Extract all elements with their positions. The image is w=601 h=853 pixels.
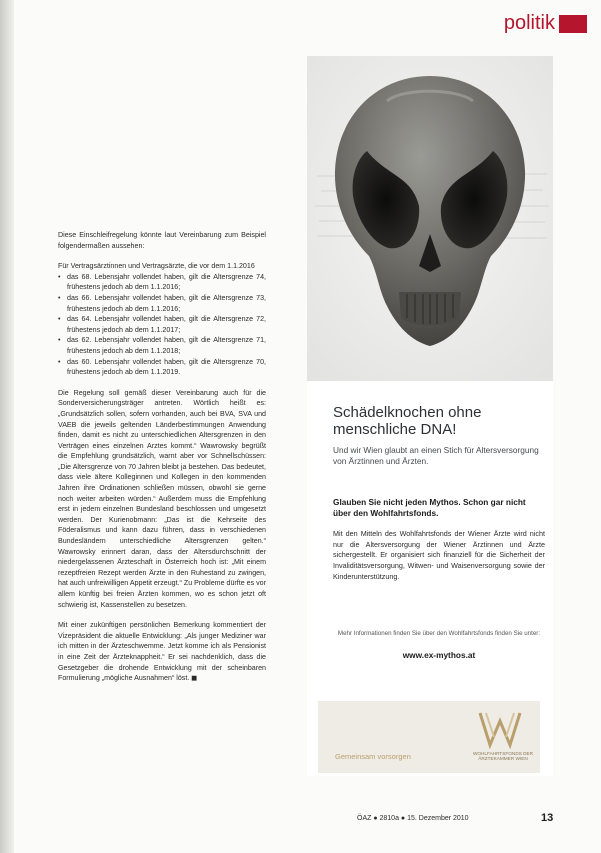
- article-paragraph: Diese Einschleifregelung könnte laut Vereinbarung zum Beispiel folgendermaßen aussehen:: [58, 231, 266, 250]
- logo-name: WOHLFAHRTSFONDS DER ÄRZTEKAMMER WIEN: [472, 751, 534, 762]
- journal-footer: ÖAZ ● 2810a ● 15. Dezember 2010: [357, 815, 469, 822]
- ad-headline: Schädelknochen ohne menschliche DNA!: [333, 404, 482, 438]
- skull-photo: [307, 56, 553, 381]
- list-item: • das 62. Lebensjahr vollendet haben, gilt die Altersgrenze 71, frühestens jedoch ab dem 1.1.2018;: [58, 335, 266, 356]
- section-title: politik: [503, 12, 555, 34]
- page-header: [0, 0, 601, 48]
- article-column: [58, 230, 266, 694]
- ad-url-link[interactable]: www.ex-mythos.at: [402, 650, 476, 660]
- section-color-block: [559, 15, 587, 33]
- list-item: • das 60. Lebensjahr vollendet haben, gilt die Altersgrenze 70, frühestens jedoch ab dem 1.1.2019.: [58, 357, 266, 378]
- article-paragraph-text: Mit einer zukünftigen persönlichen Bemerkung kommentiert der Vizepräsident die aktuelle Entwicklung: „Als junger Mediziner war ich mitten in der Ärzteschwemme. Jetzt komme ich als Pensionist in eine Zeit der Ärzteknappheit.“ Er sei nachdenklich, dass die Gesetzgeber die drohende Entwicklung mit der scheinbaren Formulierung „mögliche Ausnahmen“ löst.: [58, 621, 266, 683]
- page-number: 13: [541, 812, 554, 824]
- end-of-article-mark: ◼: [191, 674, 198, 683]
- ad-tagline: Gemeinsam vorsorgen: [335, 752, 411, 761]
- ad-body: Mit den Mitteln des Wohlfahrtsfonds der Wiener Ärzte wird nicht nur die Altersversorgung der Wiener Ärztinnen und Ärzte sichergestellt. Er organisiert sich finanziell für die Sicherheit der Invaliditätsversorgung, Witwen- und Waisenversorgung sowie der Kinderunterstützung.: [333, 529, 545, 581]
- age-limit-list: [58, 272, 266, 378]
- wohlfahrtsfonds-logo-icon: [470, 709, 530, 749]
- binding-shadow: [0, 0, 14, 853]
- ad-lead: Und wir Wien glaubt an einen Stich für Altersversorgung von Ärztinnen und Ärzten.: [333, 445, 539, 466]
- ad-claim: Glauben Sie nicht jeden Mythos. Schon gar nicht über den Wohlfahrtsfonds.: [333, 497, 526, 518]
- list-item: • das 68. Lebensjahr vollendet haben, gilt die Altersgrenze 74, frühestens jedoch ab dem 1.1.2016;: [58, 272, 266, 293]
- ad-note: Mehr Informationen finden Sie über den Wohlfahrtsfonds finden Sie unter:: [337, 630, 541, 637]
- article-paragraph: Die Regelung soll gemäß dieser Vereinbarung auch für die Sonderversicherungsträger antreten. Wörtlich heißt es: „Grundsätzlich sollen, sofern vorhanden, auch bei BVA, SVA und VAEB die jeweils geltenden Länderbestimmungen Anwendung finden, damit es nicht zu unterschiedlichen Altersgrenzen in den Verträgen eines einzelnen Arztes kommt.“ Wawrowsky begrüßt die Empfehlung grundsätzlich, warnt aber vor Schnellschüssen: „Die Altersgrenze von 70 Jahren bleibt ja bestehen. Das bedeutet, dass viele ältere Kolleginnen und Kollegen in den kommenden Jahren ihre Ordinationen schließen müssen, obwohl sie gerne noch weiter arbeiten würden.“ Außerdem muss die Empfehlung erst in jedem einzelnen Bundesland beschlossen und umgesetzt werden. Der Kurienobmann: „Das ist die Kehrseite des Föderalismus und kann dazu führen, dass in verschiedenen Bundesländern unterschiedliche Altersgrenzen gelten.“ Wawrowsky erinnert daran, dass der Altersdurchschnitt der niedergelassenen Ärzteschaft in Österreich hoch ist: „Mit einem rezeptfreien Rezept werden Ärzte in den Ruhestand zu zwingen, hat auch unfreiwilligen Appetit erzeugt.“ Zu Probleme dürfte es vor allem künftig bei freien Ärzten kommen, wo es schon jetzt oft schwierig ist, Kassenstellen zu besetzen.: [58, 388, 266, 609]
- list-item: • das 66. Lebensjahr vollendet haben, gilt die Altersgrenze 73, frühestens jedoch ab dem 1.1.2016;: [58, 293, 266, 314]
- list-item: • das 64. Lebensjahr vollendet haben, gilt die Altersgrenze 72, frühestens jedoch ab dem 1.1.2017;: [58, 314, 266, 335]
- article-paragraph: Für Vertragsärztinnen und Vertragsärzte, die vor dem 1.1.2016: [58, 262, 255, 271]
- article-paragraph: [58, 620, 266, 684]
